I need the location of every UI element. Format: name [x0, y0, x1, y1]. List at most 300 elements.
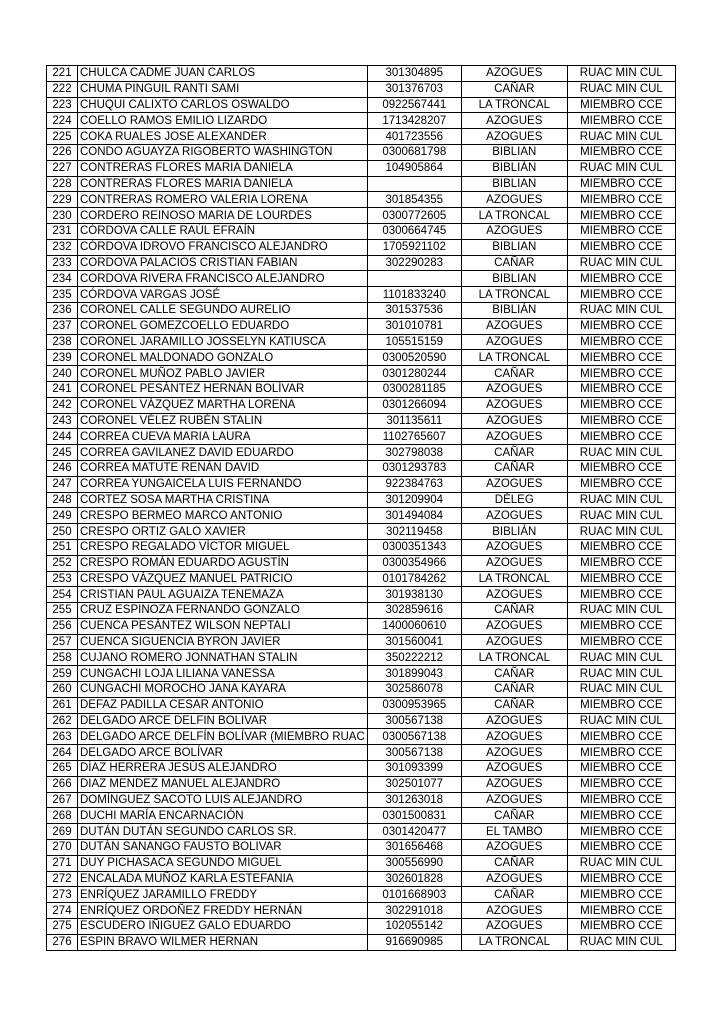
row-number-cell: 276 — [47, 934, 78, 950]
table-row — [47, 144, 676, 160]
member-name-cell: CUNGACHI LOJA LILIANA VANESSA — [78, 666, 368, 682]
id-number-cell: 1713428207 — [367, 113, 461, 129]
row-number-cell: 254 — [47, 587, 78, 603]
table-row — [47, 887, 676, 903]
id-number-cell: 922384763 — [367, 476, 461, 492]
city-cell: BIBLIAN — [461, 144, 567, 160]
category-cell: MIEMBRO CCE — [567, 776, 675, 792]
id-number-cell: 0300681798 — [367, 144, 461, 160]
category-cell: MIEMBRO CCE — [567, 397, 675, 413]
table-row — [47, 934, 676, 950]
city-cell: CAÑAR — [461, 445, 567, 461]
city-cell: AZOGUES — [461, 192, 567, 208]
category-cell: MIEMBRO CCE — [567, 113, 675, 129]
id-number-cell: 300567138 — [367, 745, 461, 761]
row-number-cell: 257 — [47, 634, 78, 650]
category-cell: RUAC MIN CUL — [567, 934, 675, 950]
table-row — [47, 682, 676, 698]
member-name-cell: DELGADO ARCE DELFÍN BOLÍVAR (MIEMBRO RUAC — [78, 729, 368, 745]
row-number-cell: 265 — [47, 761, 78, 777]
id-number-cell: 301656468 — [367, 840, 461, 856]
city-cell: AZOGUES — [461, 429, 567, 445]
category-cell: RUAC MIN CUL — [567, 855, 675, 871]
table-row — [47, 160, 676, 176]
id-number-cell: 302586078 — [367, 682, 461, 698]
row-number-cell: 262 — [47, 713, 78, 729]
row-number-cell: 267 — [47, 792, 78, 808]
table-row — [47, 318, 676, 334]
member-name-cell: CÓRDOVA IDROVO FRANCISCO ALEJANDRO — [78, 239, 368, 255]
category-cell: MIEMBRO CCE — [567, 761, 675, 777]
id-number-cell: 301093399 — [367, 761, 461, 777]
member-name-cell: CRISTIAN PAUL AGUAIZA TENEMAZA — [78, 587, 368, 603]
member-name-cell: DEFAZ PADILLA CESAR ANTONIO — [78, 697, 368, 713]
category-cell: MIEMBRO CCE — [567, 271, 675, 287]
row-number-cell: 243 — [47, 413, 78, 429]
city-cell: AZOGUES — [461, 729, 567, 745]
category-cell: MIEMBRO CCE — [567, 350, 675, 366]
id-number-cell: 301135611 — [367, 413, 461, 429]
city-cell: AZOGUES — [461, 223, 567, 239]
category-cell: MIEMBRO CCE — [567, 871, 675, 887]
id-number-cell: 0300281185 — [367, 381, 461, 397]
row-number-cell: 247 — [47, 476, 78, 492]
table-row — [47, 697, 676, 713]
id-number-cell: 300556990 — [367, 855, 461, 871]
city-cell: AZOGUES — [461, 476, 567, 492]
row-number-cell: 231 — [47, 223, 78, 239]
table-row — [47, 808, 676, 824]
category-cell: RUAC MIN CUL — [567, 445, 675, 461]
id-number-cell: 301010781 — [367, 318, 461, 334]
row-number-cell: 251 — [47, 539, 78, 555]
row-number-cell: 260 — [47, 682, 78, 698]
row-number-cell: 240 — [47, 366, 78, 382]
category-cell: MIEMBRO CCE — [567, 824, 675, 840]
table-row — [47, 745, 676, 761]
table-row — [47, 223, 676, 239]
table-row — [47, 713, 676, 729]
id-number-cell: 102055142 — [367, 919, 461, 935]
category-cell: RUAC MIN CUL — [567, 650, 675, 666]
id-number-cell: 0300772605 — [367, 208, 461, 224]
row-number-cell: 270 — [47, 840, 78, 856]
table-row — [47, 650, 676, 666]
row-number-cell: 237 — [47, 318, 78, 334]
category-cell: MIEMBRO CCE — [567, 460, 675, 476]
table-row — [47, 855, 676, 871]
category-cell: RUAC MIN CUL — [567, 682, 675, 698]
category-cell: MIEMBRO CCE — [567, 318, 675, 334]
id-number-cell: 302859616 — [367, 603, 461, 619]
city-cell: EL TAMBO — [461, 824, 567, 840]
member-name-cell: ENRÍQUEZ JARAMILLO FREDDY — [78, 887, 368, 903]
city-cell: AZOGUES — [461, 903, 567, 919]
id-number-cell: 301938130 — [367, 587, 461, 603]
city-cell: CAÑAR — [461, 855, 567, 871]
row-number-cell: 264 — [47, 745, 78, 761]
city-cell: AZOGUES — [461, 618, 567, 634]
table-row — [47, 239, 676, 255]
id-number-cell: 302291018 — [367, 903, 461, 919]
table-row — [47, 192, 676, 208]
city-cell: AZOGUES — [461, 129, 567, 145]
category-cell: MIEMBRO CCE — [567, 334, 675, 350]
member-name-cell: CORREA YUNGAICELA LUIS FERNANDO — [78, 476, 368, 492]
id-number-cell: 0301420477 — [367, 824, 461, 840]
member-name-cell: COELLO RAMOS EMILIO LIZARDO — [78, 113, 368, 129]
member-name-cell: DUTÁN DUTÁN SEGUNDO CARLOS SR. — [78, 824, 368, 840]
id-number-cell: 302290283 — [367, 255, 461, 271]
category-cell: RUAC MIN CUL — [567, 713, 675, 729]
table-row — [47, 129, 676, 145]
row-number-cell: 253 — [47, 571, 78, 587]
category-cell: RUAC MIN CUL — [567, 492, 675, 508]
table-row — [47, 634, 676, 650]
id-number-cell: 1101833240 — [367, 287, 461, 303]
category-cell: MIEMBRO CCE — [567, 887, 675, 903]
member-name-cell: CORONEL VÉLEZ RUBÉN STALIN — [78, 413, 368, 429]
city-cell: CAÑAR — [461, 81, 567, 97]
table-row — [47, 571, 676, 587]
row-number-cell: 228 — [47, 176, 78, 192]
member-name-cell: DÍAZ HERRERA JESÚS ALEJANDRO — [78, 761, 368, 777]
category-cell: RUAC MIN CUL — [567, 255, 675, 271]
city-cell: AZOGUES — [461, 871, 567, 887]
member-name-cell: CHUQUI CALIXTO CARLOS OSWALDO — [78, 97, 368, 113]
row-number-cell: 229 — [47, 192, 78, 208]
member-name-cell: CONDO AGUAYZA RIGOBERTO WASHINGTON — [78, 144, 368, 160]
city-cell: BIBLIÁN — [461, 302, 567, 318]
member-name-cell: CRESPO ORTIZ GALO XAVIER — [78, 524, 368, 540]
row-number-cell: 274 — [47, 903, 78, 919]
city-cell: BIBLIAN — [461, 176, 567, 192]
id-number-cell: 916690985 — [367, 934, 461, 950]
city-cell: DÉLEG — [461, 492, 567, 508]
member-name-cell: CRESPO REGALADO VÍCTOR MIGUEL — [78, 539, 368, 555]
id-number-cell: 0301500831 — [367, 808, 461, 824]
id-number-cell: 302798038 — [367, 445, 461, 461]
id-number-cell: 0300567138 — [367, 729, 461, 745]
row-number-cell: 224 — [47, 113, 78, 129]
category-cell: MIEMBRO CCE — [567, 571, 675, 587]
city-cell: CAÑAR — [461, 887, 567, 903]
city-cell: CAÑAR — [461, 666, 567, 682]
member-name-cell: CORONEL VÁZQUEZ MARTHA LORENA — [78, 397, 368, 413]
table-row — [47, 413, 676, 429]
member-name-cell: CORDERO REINOSO MARIA DE LOURDES — [78, 208, 368, 224]
category-cell: MIEMBRO CCE — [567, 381, 675, 397]
table-row — [47, 555, 676, 571]
category-cell: MIEMBRO CCE — [567, 476, 675, 492]
category-cell: MIEMBRO CCE — [567, 587, 675, 603]
row-number-cell: 256 — [47, 618, 78, 634]
city-cell: LA TRONCAL — [461, 208, 567, 224]
table-row — [47, 508, 676, 524]
id-number-cell: 0300351343 — [367, 539, 461, 555]
city-cell: AZOGUES — [461, 413, 567, 429]
category-cell: MIEMBRO CCE — [567, 745, 675, 761]
id-number-cell: 0300953965 — [367, 697, 461, 713]
row-number-cell: 266 — [47, 776, 78, 792]
member-name-cell: CORONEL PESÁNTEZ HERNÁN BOLÍVAR — [78, 381, 368, 397]
table-row — [47, 334, 676, 350]
id-number-cell: 301376703 — [367, 81, 461, 97]
city-cell: CAÑAR — [461, 255, 567, 271]
id-number-cell: 302501077 — [367, 776, 461, 792]
member-name-cell: ESCUDERO IÑIGUEZ GALO EDUARDO — [78, 919, 368, 935]
row-number-cell: 225 — [47, 129, 78, 145]
row-number-cell: 230 — [47, 208, 78, 224]
table-row — [47, 176, 676, 192]
table-row — [47, 429, 676, 445]
city-cell: AZOGUES — [461, 761, 567, 777]
member-name-cell: CONTRERAS FLORES MARIA DANIELA — [78, 176, 368, 192]
member-name-cell: CRESPO VÁZQUEZ MANUEL PATRICIO — [78, 571, 368, 587]
member-name-cell: CORONEL MUÑOZ PABLO JAVIER — [78, 366, 368, 382]
table-row — [47, 603, 676, 619]
member-name-cell: CHUMA PINGUIL RANTI SAMI — [78, 81, 368, 97]
table-row — [47, 729, 676, 745]
city-cell: AZOGUES — [461, 745, 567, 761]
row-number-cell: 241 — [47, 381, 78, 397]
member-name-cell: CONTRERAS FLORES MARIA DANIELA — [78, 160, 368, 176]
row-number-cell: 261 — [47, 697, 78, 713]
row-number-cell: 252 — [47, 555, 78, 571]
row-number-cell: 255 — [47, 603, 78, 619]
id-number-cell: 301854355 — [367, 192, 461, 208]
member-name-cell: CÓRDOVA VARGAS JOSÉ — [78, 287, 368, 303]
row-number-cell: 248 — [47, 492, 78, 508]
row-number-cell: 268 — [47, 808, 78, 824]
row-number-cell: 234 — [47, 271, 78, 287]
city-cell: AZOGUES — [461, 713, 567, 729]
id-number-cell: 0101784262 — [367, 571, 461, 587]
city-cell: CAÑAR — [461, 808, 567, 824]
row-number-cell: 271 — [47, 855, 78, 871]
city-cell: CAÑAR — [461, 682, 567, 698]
id-number-cell: 301537536 — [367, 302, 461, 318]
id-number-cell: 300567138 — [367, 713, 461, 729]
row-number-cell: 242 — [47, 397, 78, 413]
table-row — [47, 919, 676, 935]
id-number-cell: 104905864 — [367, 160, 461, 176]
id-number-cell: 0301266094 — [367, 397, 461, 413]
table-row — [47, 618, 676, 634]
member-name-cell: CORDOVA RIVERA FRANCISCO ALEJANDRO — [78, 271, 368, 287]
category-cell: MIEMBRO CCE — [567, 903, 675, 919]
member-name-cell: CUENCA PESÁNTEZ WILSON NEPTALI — [78, 618, 368, 634]
category-cell: MIEMBRO CCE — [567, 555, 675, 571]
table-row — [47, 792, 676, 808]
row-number-cell: 250 — [47, 524, 78, 540]
city-cell: AZOGUES — [461, 587, 567, 603]
member-name-cell: CRESPO BERMEO MARCO ANTONIO — [78, 508, 368, 524]
id-number-cell — [367, 271, 461, 287]
category-cell: RUAC MIN CUL — [567, 81, 675, 97]
table-row — [47, 666, 676, 682]
category-cell: MIEMBRO CCE — [567, 192, 675, 208]
id-number-cell: 350222212 — [367, 650, 461, 666]
city-cell: CAÑAR — [461, 697, 567, 713]
member-name-cell: CHULCA CADME JUAN CARLOS — [78, 66, 368, 82]
member-name-cell: DIAZ MENDEZ MANUEL ALEJANDRO — [78, 776, 368, 792]
city-cell: AZOGUES — [461, 840, 567, 856]
table-row — [47, 302, 676, 318]
id-number-cell: 301560041 — [367, 634, 461, 650]
table-row — [47, 492, 676, 508]
id-number-cell: 401723556 — [367, 129, 461, 145]
table-row — [47, 871, 676, 887]
id-number-cell: 105515159 — [367, 334, 461, 350]
row-number-cell: 258 — [47, 650, 78, 666]
category-cell: MIEMBRO CCE — [567, 239, 675, 255]
table-row — [47, 208, 676, 224]
city-cell: LA TRONCAL — [461, 350, 567, 366]
city-cell: LA TRONCAL — [461, 571, 567, 587]
category-cell: MIEMBRO CCE — [567, 223, 675, 239]
row-number-cell: 249 — [47, 508, 78, 524]
id-number-cell: 302601828 — [367, 871, 461, 887]
category-cell: MIEMBRO CCE — [567, 808, 675, 824]
city-cell: BIBLIÁN — [461, 160, 567, 176]
member-name-cell: CORTEZ SOSA MARTHA CRISTINA — [78, 492, 368, 508]
table-row — [47, 445, 676, 461]
row-number-cell: 239 — [47, 350, 78, 366]
category-cell: MIEMBRO CCE — [567, 176, 675, 192]
table-row — [47, 840, 676, 856]
id-number-cell: 1102765607 — [367, 429, 461, 445]
row-number-cell: 226 — [47, 144, 78, 160]
member-name-cell: DELGADO ARCE BOLÍVAR — [78, 745, 368, 761]
category-cell: RUAC MIN CUL — [567, 603, 675, 619]
id-number-cell: 301304895 — [367, 66, 461, 82]
row-number-cell: 223 — [47, 97, 78, 113]
city-cell: AZOGUES — [461, 776, 567, 792]
table-row — [47, 524, 676, 540]
category-cell: MIEMBRO CCE — [567, 729, 675, 745]
category-cell: MIEMBRO CCE — [567, 840, 675, 856]
table-row — [47, 776, 676, 792]
member-name-cell: CORONEL MALDONADO GONZALO — [78, 350, 368, 366]
city-cell: BIBLIAN — [461, 271, 567, 287]
table-row — [47, 113, 676, 129]
row-number-cell: 246 — [47, 460, 78, 476]
table-row — [47, 539, 676, 555]
city-cell: AZOGUES — [461, 555, 567, 571]
category-cell: MIEMBRO CCE — [567, 366, 675, 382]
members-table-body — [47, 66, 676, 951]
row-number-cell: 245 — [47, 445, 78, 461]
table-row — [47, 287, 676, 303]
id-number-cell: 0301280244 — [367, 366, 461, 382]
category-cell: MIEMBRO CCE — [567, 618, 675, 634]
row-number-cell: 275 — [47, 919, 78, 935]
member-name-cell: DUCHI MARÍA ENCARNACIÓN — [78, 808, 368, 824]
table-row — [47, 81, 676, 97]
category-cell: MIEMBRO CCE — [567, 634, 675, 650]
id-number-cell: 301209904 — [367, 492, 461, 508]
row-number-cell: 233 — [47, 255, 78, 271]
category-cell: RUAC MIN CUL — [567, 129, 675, 145]
id-number-cell: 302119458 — [367, 524, 461, 540]
category-cell: RUAC MIN CUL — [567, 666, 675, 682]
member-name-cell: DUTÁN SANANGO FAUSTO BOLIVAR — [78, 840, 368, 856]
city-cell: AZOGUES — [461, 508, 567, 524]
category-cell: RUAC MIN CUL — [567, 302, 675, 318]
table-row — [47, 381, 676, 397]
city-cell: AZOGUES — [461, 66, 567, 82]
row-number-cell: 227 — [47, 160, 78, 176]
id-number-cell: 301494084 — [367, 508, 461, 524]
row-number-cell: 235 — [47, 287, 78, 303]
member-name-cell: CUENCA SIGUENCIA BYRON JAVIER — [78, 634, 368, 650]
city-cell: AZOGUES — [461, 397, 567, 413]
id-number-cell: 301899043 — [367, 666, 461, 682]
city-cell: AZOGUES — [461, 318, 567, 334]
table-row — [47, 397, 676, 413]
id-number-cell: 0101668903 — [367, 887, 461, 903]
members-table — [46, 65, 676, 951]
category-cell: MIEMBRO CCE — [567, 792, 675, 808]
city-cell: CAÑAR — [461, 366, 567, 382]
city-cell: AZOGUES — [461, 634, 567, 650]
category-cell: MIEMBRO CCE — [567, 144, 675, 160]
id-number-cell: 1705921102 — [367, 239, 461, 255]
category-cell: MIEMBRO CCE — [567, 539, 675, 555]
row-number-cell: 222 — [47, 81, 78, 97]
city-cell: AZOGUES — [461, 919, 567, 935]
table-row — [47, 824, 676, 840]
category-cell: MIEMBRO CCE — [567, 208, 675, 224]
member-name-cell: CORONEL JARAMILLO JOSSELYN KATIUSCA — [78, 334, 368, 350]
member-name-cell: DOMÍNGUEZ SACOTO LUIS ALEJANDRO — [78, 792, 368, 808]
city-cell: BIBLIÁN — [461, 524, 567, 540]
id-number-cell: 0922567441 — [367, 97, 461, 113]
id-number-cell: 0300664745 — [367, 223, 461, 239]
id-number-cell: 0301293783 — [367, 460, 461, 476]
city-cell: AZOGUES — [461, 381, 567, 397]
table-row — [47, 587, 676, 603]
member-name-cell: CORREA CUEVA MARIA LAURA — [78, 429, 368, 445]
category-cell: MIEMBRO CCE — [567, 429, 675, 445]
category-cell: MIEMBRO CCE — [567, 413, 675, 429]
table-row — [47, 97, 676, 113]
table-row — [47, 460, 676, 476]
table-row — [47, 761, 676, 777]
city-cell: BIBLIAN — [461, 239, 567, 255]
category-cell: RUAC MIN CUL — [567, 508, 675, 524]
member-name-cell: CONTRERAS ROMERO VALERIA LORENA — [78, 192, 368, 208]
city-cell: LA TRONCAL — [461, 650, 567, 666]
member-name-cell: DUY PICHASACA SEGUNDO MIGUEL — [78, 855, 368, 871]
row-number-cell: 232 — [47, 239, 78, 255]
city-cell: CAÑAR — [461, 460, 567, 476]
table-row — [47, 903, 676, 919]
table-row — [47, 271, 676, 287]
member-name-cell: CORREA MATUTE RENÁN DAVID — [78, 460, 368, 476]
id-number-cell: 301263018 — [367, 792, 461, 808]
city-cell: CAÑAR — [461, 603, 567, 619]
table-row — [47, 350, 676, 366]
city-cell: AZOGUES — [461, 539, 567, 555]
member-name-cell: DELGADO ARCE DELFIN BOLIVAR — [78, 713, 368, 729]
table-row — [47, 476, 676, 492]
city-cell: LA TRONCAL — [461, 934, 567, 950]
row-number-cell: 263 — [47, 729, 78, 745]
category-cell: RUAC MIN CUL — [567, 524, 675, 540]
row-number-cell: 272 — [47, 871, 78, 887]
